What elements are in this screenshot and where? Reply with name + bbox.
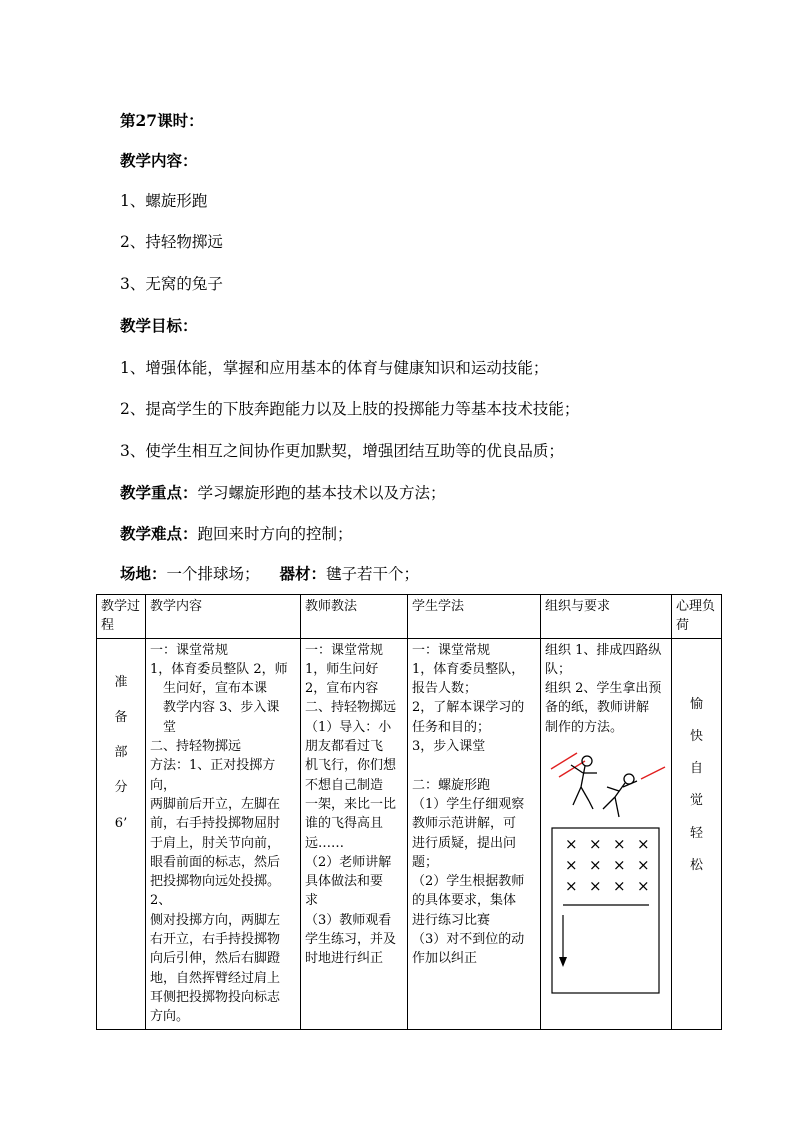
load-char: 愉	[689, 696, 703, 712]
process-char: 分	[114, 780, 128, 796]
content-line: 侧对投掷方向，两脚左	[150, 912, 281, 928]
load-char: 快	[689, 728, 703, 744]
student-mark: ×	[613, 856, 626, 875]
load-char: 觉	[689, 793, 703, 809]
student-line: 2，了解本课学习的	[412, 700, 525, 716]
student-line: 题；	[412, 854, 439, 870]
venue-label: 场地：	[120, 564, 167, 583]
content-line: 一：课堂常规	[150, 642, 229, 658]
teacher-line: （1）导入：小	[305, 719, 392, 735]
content-line: 1，体育委员整队 2，师	[150, 661, 288, 677]
process-char: 6’	[114, 815, 128, 831]
content-line: 地，自然挥臂经过肩上	[150, 970, 281, 986]
equipment-text: 毽子若干个；	[326, 565, 420, 583]
content-line: 生问好，宣布本课	[163, 681, 268, 697]
student-line-blank	[412, 756, 536, 775]
student-line: （2）学生根据教师	[412, 874, 525, 890]
key-point-text: 学习螺旋形跑的基本技术以及方法；	[197, 484, 446, 502]
header-student: 学生学法	[408, 595, 541, 639]
student-mark: ×	[613, 877, 626, 896]
difficulty-text: 跑回来时方向的控制；	[197, 525, 353, 543]
student-cell	[408, 638, 541, 1029]
header-content: 教学内容	[146, 595, 301, 639]
content-item: 2、持轻物掷远	[120, 233, 223, 251]
process-char: 准	[114, 674, 128, 690]
student-line: 3，步入课堂	[412, 739, 486, 755]
teacher-line: 不想自己制造	[305, 777, 384, 793]
student-line: （1）学生仔细观察	[412, 796, 525, 812]
key-point-label: 教学重点：	[120, 483, 198, 502]
student-line: 一：课堂常规	[412, 642, 491, 658]
load-char: 自	[689, 761, 703, 777]
content-item: 3、无窝的兔子	[120, 275, 223, 293]
student-line: 教师示范讲解，可	[412, 816, 517, 832]
process-char: 部	[114, 745, 128, 761]
teacher-line: 一：课堂常规	[305, 642, 384, 658]
organization-line: 制作的方法。	[545, 719, 624, 735]
student-mark: ×	[589, 835, 602, 854]
goals-title: 教学目标：	[120, 316, 198, 335]
student-mark: ×	[565, 856, 578, 875]
teacher-line: 时地进行纠正	[305, 951, 384, 967]
content-line: 向后引伸，然后右脚蹬	[150, 951, 281, 967]
content-title: 教学内容：	[120, 151, 198, 170]
content-line: 方法：1、正对投掷方向，	[150, 758, 276, 793]
teacher-line: （2）老师讲解	[305, 854, 392, 870]
student-line: 作加以纠正	[412, 951, 478, 967]
load-cell	[672, 638, 722, 1029]
organization-line: 备的纸，教师讲解	[545, 700, 650, 716]
formation-students	[565, 835, 650, 895]
student-mark: ×	[565, 835, 578, 854]
teacher-line: 学生练习，并及	[305, 932, 397, 948]
content-line: 前，右手持投掷物屈肘	[150, 816, 281, 832]
content-line: 于肩上，肘关节向前，	[150, 835, 281, 851]
teacher-line: （3）教师观看	[305, 912, 392, 928]
content-line: 方向。	[150, 1009, 190, 1025]
direction-arrow-icon	[559, 957, 567, 967]
header-process: 教学过程	[97, 595, 146, 639]
student-mark: ×	[589, 856, 602, 875]
student-line: 的具体要求，集体	[412, 893, 517, 909]
teacher-line: 朋友都看过飞	[305, 739, 384, 755]
equipment-label: 器材：	[279, 564, 327, 583]
table-row	[97, 638, 722, 1029]
process-label	[101, 641, 141, 849]
student-line: 进行练习比赛	[412, 912, 491, 928]
content-line: 耳侧把投掷物投向标志	[150, 989, 281, 1005]
difficulty-label: 教学难点：	[120, 524, 198, 543]
load-char: 轻	[689, 825, 703, 841]
content-line: 教学内容 3、步入课	[163, 700, 280, 716]
header-load: 心理负荷	[672, 595, 722, 639]
organization-cell	[541, 638, 672, 1029]
key-point	[120, 482, 446, 504]
process-char: 备	[114, 709, 128, 725]
teacher-line: 具体做法和要	[305, 874, 384, 890]
student-mark: ×	[565, 877, 578, 896]
teacher-line: 远……	[305, 835, 345, 851]
content-cell	[146, 638, 301, 1029]
teacher-line: 二、持轻物掷远	[305, 700, 397, 716]
goal-item: 1、增强体能，掌握和应用基本的体育与健康知识和运动技能；	[120, 359, 549, 377]
load-char: 松	[689, 858, 703, 874]
throwing-figures-illustration	[545, 743, 669, 823]
teacher-line: 一架，来比一比	[305, 796, 397, 812]
teacher-line: 求	[305, 893, 319, 909]
lesson-number: 第27课时：	[120, 111, 204, 130]
student-mark: ×	[589, 877, 602, 896]
content-line: 把投掷物向远处投掷。2、	[150, 874, 281, 909]
student-mark: ×	[637, 856, 650, 875]
student-mark: ×	[637, 877, 650, 896]
content-line: 两脚前后开立，左脚在	[150, 796, 281, 812]
formation-diagram	[551, 827, 661, 995]
student-line: 进行质疑，提出问	[412, 835, 517, 851]
venue-equipment	[120, 563, 419, 585]
teacher-line: 2，宣布内容	[305, 681, 379, 697]
student-line: 报告人数；	[412, 681, 478, 697]
header-teacher: 教师教法	[301, 595, 408, 639]
content-line: 右开立，右手持投掷物	[150, 932, 281, 948]
content-line: 堂	[163, 719, 177, 735]
teacher-line: 1，师生问好	[305, 661, 379, 677]
student-mark: ×	[613, 835, 626, 854]
load-label	[676, 641, 717, 889]
difficulty	[120, 523, 353, 545]
content-line: 眼看前面的标志，然后	[150, 854, 281, 870]
lesson-plan-table	[96, 594, 722, 1030]
venue-text: 一个排球场；	[166, 565, 260, 583]
goal-item: 2、提高学生的下肢奔跑能力以及上肢的投掷能力等基本技术技能；	[120, 400, 580, 418]
organization-line: 组织 2、学生拿出预	[545, 681, 662, 697]
process-cell	[97, 638, 146, 1029]
goal-item: 3、使学生相互之间协作更加默契，增强团结互助等的优良品质；	[120, 442, 564, 460]
table-header-row	[97, 595, 722, 639]
content-line: 二、持轻物掷远	[150, 739, 242, 755]
flight-lines	[551, 753, 665, 779]
student-line: 二：螺旋形跑	[412, 777, 491, 793]
organization-line: 组织 1、排成四路纵	[545, 642, 662, 658]
teacher-cell	[301, 638, 408, 1029]
throwing-figure-left	[571, 756, 597, 809]
student-line: （3）对不到位的动	[412, 932, 525, 948]
teacher-line: 谁的飞得高且	[305, 816, 384, 832]
header-organization: 组织与要求	[541, 595, 672, 639]
student-line: 1，体育委员整队，	[412, 661, 525, 677]
organization-line: 队；	[545, 661, 572, 677]
content-item: 1、螺旋形跑	[120, 192, 208, 210]
student-mark: ×	[637, 835, 650, 854]
throwing-figure-right	[603, 774, 637, 817]
teacher-line: 机飞行，你们想	[305, 758, 397, 774]
student-line: 任务和目的；	[412, 719, 491, 735]
